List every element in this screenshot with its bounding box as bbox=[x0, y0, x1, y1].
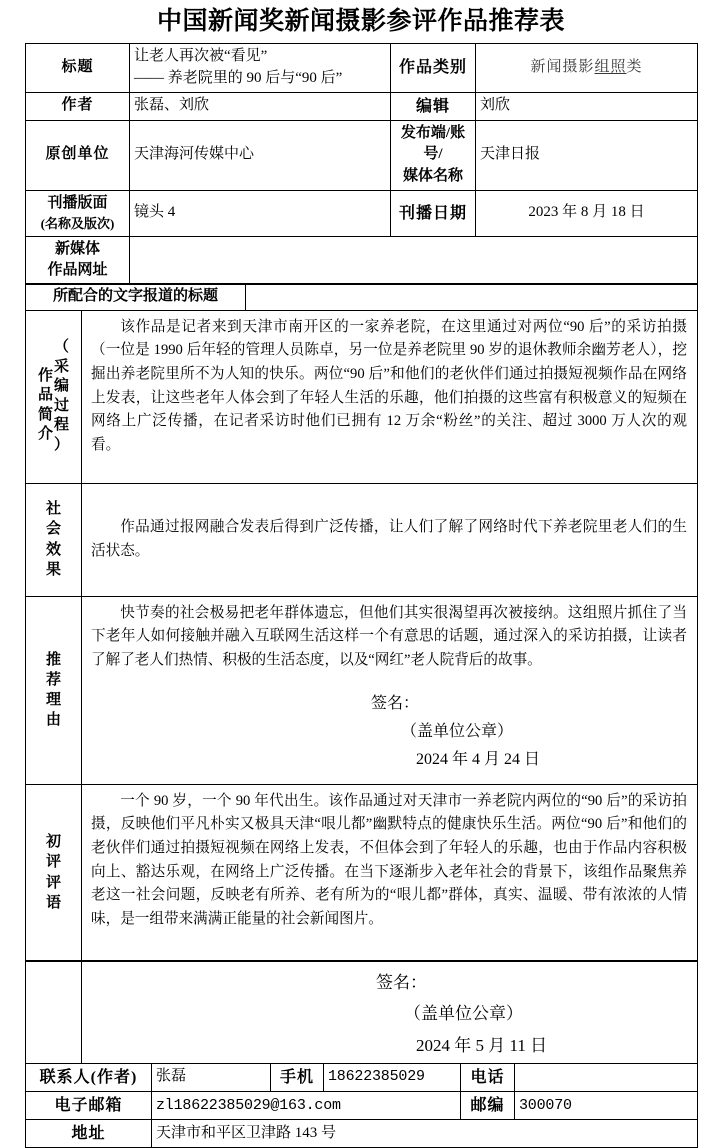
table-row-original-unit bbox=[26, 120, 698, 190]
label-intro bbox=[26, 310, 82, 483]
value-author: 张磊、刘欣 bbox=[130, 92, 391, 120]
value-pubdate: 2023 年 8 月 18 日 bbox=[476, 190, 698, 236]
final-signature-label: 签名： bbox=[376, 973, 427, 992]
category-suffix: 类 bbox=[626, 58, 643, 75]
recommendation-label-stack bbox=[30, 650, 77, 731]
table-row-recommendation bbox=[26, 596, 698, 784]
value-companion-headline[interactable] bbox=[246, 284, 698, 311]
label-social-effect bbox=[26, 483, 82, 596]
label-original-unit: 原创单位 bbox=[26, 120, 130, 190]
label-category: 作品类别 bbox=[391, 44, 476, 93]
label-companion-headline: 所配合的文字报道的标题 bbox=[26, 284, 246, 311]
value-mobile: 18622385029 bbox=[324, 1063, 461, 1091]
title-line-1: 让老人再次被“看见” bbox=[134, 48, 268, 64]
recommendation-label-3: 由 bbox=[45, 712, 61, 729]
platform-label-line-1: 发布端/账号/ bbox=[400, 124, 466, 163]
title-line-2: —— 养老院里的 90 后与“90 后” bbox=[134, 69, 343, 86]
intro-label-r-5: ） bbox=[54, 436, 70, 453]
final-signature-content bbox=[82, 961, 698, 1064]
contact-table bbox=[25, 1063, 698, 1148]
initial-review-label-stack bbox=[30, 832, 77, 913]
recommendation-label-2: 理 bbox=[45, 692, 61, 709]
intro-label-r-2: 编 bbox=[54, 378, 70, 395]
value-newmedia-url[interactable] bbox=[130, 236, 698, 285]
companion-headline-table bbox=[25, 283, 698, 311]
intro-label-l-2: 简 bbox=[37, 406, 53, 423]
value-category bbox=[476, 44, 698, 93]
table-row-newmedia-url bbox=[26, 236, 698, 285]
header-info-table bbox=[25, 43, 698, 285]
label-zip: 邮编 bbox=[461, 1091, 515, 1119]
recommendation-signature-block bbox=[86, 690, 693, 774]
table-row-author bbox=[26, 92, 698, 120]
social-effect-label-2: 效 bbox=[45, 541, 61, 558]
value-editor: 刘欣 bbox=[476, 92, 698, 120]
label-recommendation bbox=[26, 596, 82, 784]
edition-label-line-1: 刊播版面 bbox=[47, 194, 108, 211]
label-editor: 编辑 bbox=[391, 92, 476, 120]
final-signature-table bbox=[25, 960, 698, 1064]
recommendation-date: 2024 年 4 月 24 日 bbox=[416, 750, 541, 768]
sections-table bbox=[25, 310, 698, 962]
table-row-title bbox=[26, 44, 698, 93]
value-recommendation bbox=[82, 596, 698, 784]
label-newmedia-url bbox=[26, 236, 130, 285]
label-mobile: 手机 bbox=[271, 1063, 324, 1091]
value-zip: 300070 bbox=[515, 1091, 698, 1119]
label-author: 作者 bbox=[26, 92, 130, 120]
table-row-edition bbox=[26, 190, 698, 236]
intro-label-col-right bbox=[54, 338, 69, 455]
value-edition: 镜头 4 bbox=[130, 190, 391, 236]
initial-review-label-3: 语 bbox=[45, 894, 61, 911]
label-email: 电子邮箱 bbox=[26, 1091, 152, 1119]
final-signature-spacer bbox=[26, 961, 82, 1064]
final-seal-note: （盖单位公章） bbox=[404, 1004, 523, 1024]
label-pubdate: 刊播日期 bbox=[391, 190, 476, 236]
category-underlined: 组照 bbox=[594, 58, 627, 75]
value-email: zl18622385029@163.com bbox=[152, 1091, 461, 1119]
initial-review-label-0: 初 bbox=[45, 834, 61, 851]
table-row-intro bbox=[26, 310, 698, 483]
label-phone: 电话 bbox=[461, 1063, 515, 1091]
intro-label-r-4: 程 bbox=[54, 417, 70, 434]
label-initial-review bbox=[26, 784, 82, 961]
value-phone[interactable] bbox=[515, 1063, 698, 1091]
social-effect-label-stack bbox=[30, 499, 77, 580]
social-effect-text: 作品通过报网融合发表后得到广泛传播，让人们了解了网络时代下养老院里老人们的生活状态。 bbox=[91, 518, 687, 559]
intro-label-l-3: 介 bbox=[37, 426, 53, 443]
recommendation-label-1: 荐 bbox=[45, 671, 61, 688]
intro-label-l-1: 品 bbox=[37, 387, 53, 404]
value-intro bbox=[82, 310, 698, 483]
value-initial-review bbox=[82, 784, 698, 961]
value-title bbox=[130, 44, 391, 93]
label-edition bbox=[26, 190, 130, 236]
table-row-final-signature bbox=[26, 961, 698, 1064]
value-original-unit: 天津海河传媒中心 bbox=[130, 120, 391, 190]
value-social-effect bbox=[82, 483, 698, 596]
recommendation-signature-label: 签名： bbox=[371, 694, 420, 712]
platform-label-line-2: 媒体名称 bbox=[402, 168, 463, 185]
label-contact-person: 联系人(作者) bbox=[26, 1063, 152, 1091]
social-effect-label-0: 社 bbox=[45, 501, 61, 518]
table-row-social-effect bbox=[26, 483, 698, 596]
table-row-address bbox=[26, 1120, 698, 1148]
newmedia-label-line-1: 新媒体 bbox=[54, 240, 100, 257]
recommendation-text: 快节奏的社会极易把老年群体遗忘，但他们其实很渴望再次被接纳。这组照片抓住了当下老年人如何接触并融入互联网生活这样一个有意思的话题，通过深入的采访拍摄，让读者了解了老人们热情、积极的生活态度，以及“网红”老人院背后的故事。 bbox=[91, 604, 687, 668]
initial-review-label-2: 评 bbox=[45, 874, 61, 891]
final-signature-block bbox=[86, 967, 693, 1061]
page-title: 中国新闻奖新闻摄影参评作品推荐表 bbox=[156, 8, 565, 35]
intro-label-r-0: （ bbox=[54, 339, 70, 356]
table-row-email bbox=[26, 1091, 698, 1119]
label-title: 标题 bbox=[26, 44, 130, 93]
final-signature-date: 2024 年 5 月 11 日 bbox=[416, 1035, 548, 1055]
value-address: 天津市和平区卫津路 143 号 bbox=[152, 1120, 698, 1148]
social-effect-label-1: 会 bbox=[45, 521, 61, 538]
table-row-contact bbox=[26, 1063, 698, 1091]
value-platform: 天津日报 bbox=[476, 120, 698, 190]
social-effect-label-3: 果 bbox=[45, 561, 61, 578]
table-row-initial-review bbox=[26, 784, 698, 961]
edition-label-line-2: (名称及版次) bbox=[40, 215, 115, 231]
intro-label-col-left bbox=[38, 349, 53, 445]
label-platform bbox=[391, 120, 476, 190]
recommendation-seal-note: （盖单位公章） bbox=[401, 722, 514, 740]
recommendation-label-0: 推 bbox=[45, 651, 61, 668]
category-prefix: 新闻摄影 bbox=[530, 58, 595, 75]
newmedia-label-line-2: 作品网址 bbox=[47, 262, 108, 279]
value-contact-person: 张磊 bbox=[152, 1063, 271, 1091]
label-address: 地址 bbox=[26, 1120, 152, 1148]
initial-review-label-1: 评 bbox=[45, 854, 61, 871]
intro-text: 该作品是记者来到天津市南开区的一家养老院，在这里通过对两位“90 后”的采访拍摄（一位是 1990 后年轻的管理人员陈卓，另一位是养老院里 90 岁的退休教师余幽芳老人），挖掘出养老院里所不为人知的快乐。两位“90 后”和他们的老伙伴们通过拍摄短视频作品在网络上发表，让这些老年人体会到了年轻人生活的乐趣，他们拍摄的这些富有积极意义的短频在网络上广泛传播，在记者采访时他们已拥有 12 万余“粉丝”的关注、超过 3000 万人次的观看。 bbox=[91, 318, 687, 453]
intro-label-r-1: 采 bbox=[54, 358, 70, 375]
intro-label-l-0: 作 bbox=[37, 367, 53, 384]
table-row-companion-headline bbox=[26, 284, 698, 311]
intro-label-r-3: 过 bbox=[54, 397, 70, 414]
intro-label-stack bbox=[30, 338, 77, 455]
initial-review-text: 一个 90 岁，一个 90 年代出生。该作品通过对天津市一养老院内两位的“90 后”的采访拍摄，反映他们平凡朴实又极具天津“哏儿都”幽默特点的健康快乐生活。两位“90 后”和他们的老伙伴们通过拍摄短视频在网络上发表，不但体会到了年轻人的乐趣，也由于作品内容积极向上、豁达乐观，在网络上广泛传播。在当下逐渐步入老年社会的背景下，该组作品聚焦养老这一社会问题，反映老有所养、老有所为的“哏儿都”群体，真实、温暖、带有浓浓的人情味，是一组带来满满正能量的社会新闻图片。 bbox=[91, 792, 687, 927]
